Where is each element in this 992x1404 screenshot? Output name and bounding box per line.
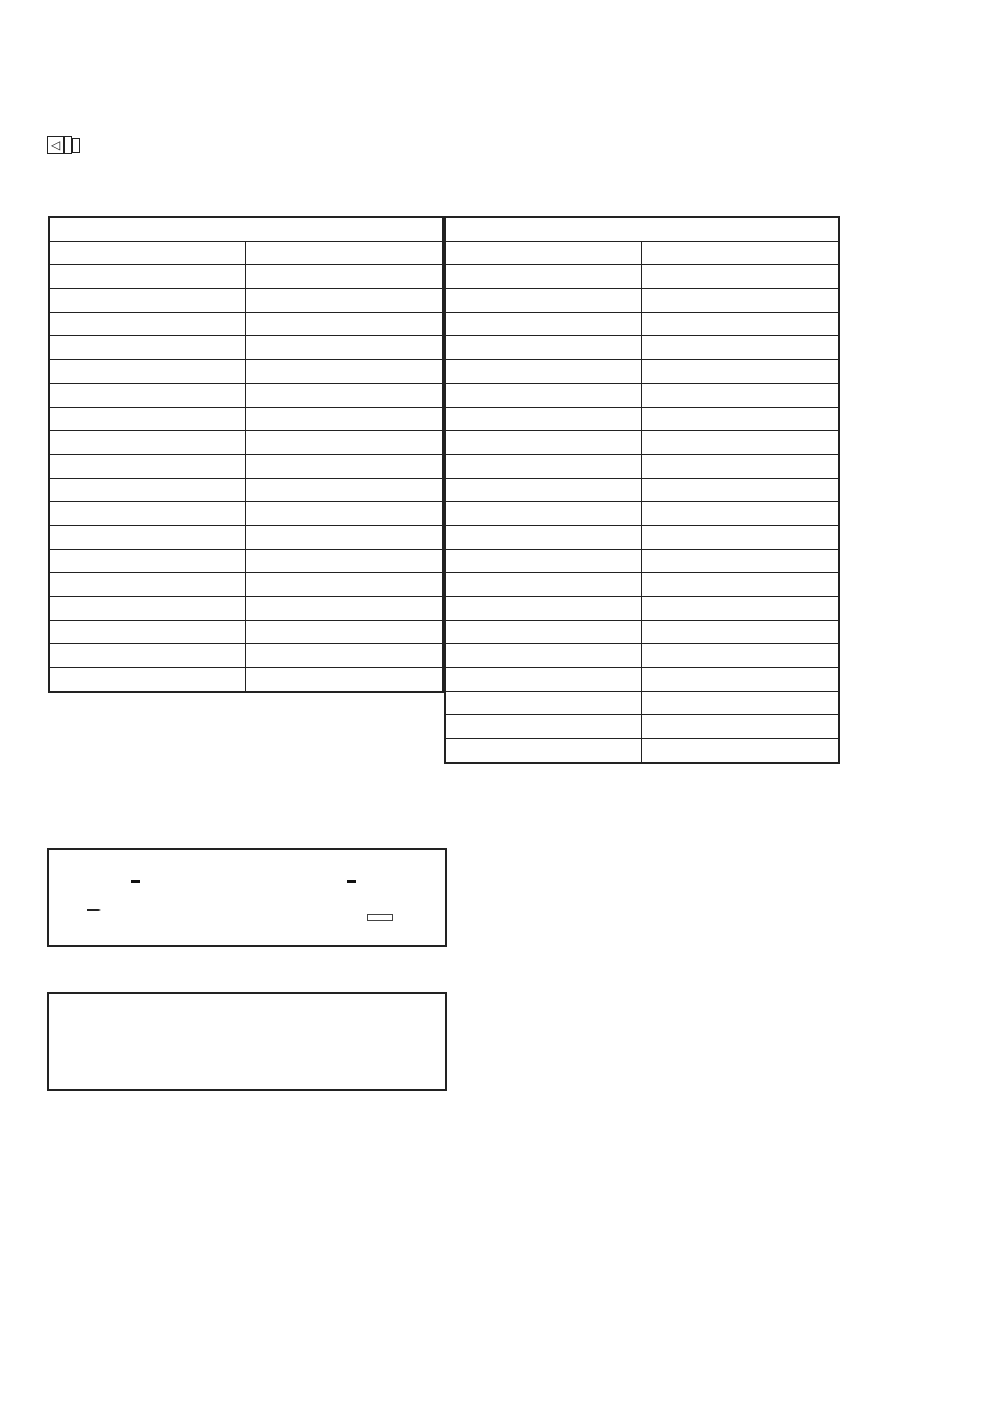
b-deck-dolby-display-cell <box>641 739 839 763</box>
back-triangle-icon: ◁ <box>51 138 61 152</box>
a-deck-display-cell <box>245 289 443 313</box>
b-deck-button-cell <box>445 502 641 526</box>
b-deck-display-cell <box>641 620 839 644</box>
a-deck-row <box>49 265 443 289</box>
b-deck-display-cell <box>641 597 839 621</box>
a-deck-display-cell <box>245 478 443 502</box>
a-deck-switch-row <box>49 597 443 621</box>
back-button-ref <box>47 136 64 154</box>
b-deck-dolby-row <box>445 715 839 739</box>
a-deck-row <box>49 573 443 597</box>
a-deck-display-cell <box>245 573 443 597</box>
b-deck-display-cell <box>641 573 839 597</box>
b-deck-button-cell <box>445 644 641 668</box>
b-deck-button-cell <box>445 620 641 644</box>
a-deck-direction-button-cell <box>49 668 245 692</box>
b-deck-display-cell <box>641 360 839 384</box>
a-deck-direction-display-cell <box>245 644 443 668</box>
b-deck-row <box>445 383 839 407</box>
a-deck-direction-row <box>49 644 443 668</box>
b-deck-display-cell <box>641 407 839 431</box>
a-deck-table <box>48 216 444 693</box>
b-deck-switch-blank <box>641 668 839 692</box>
b-deck-button-cell <box>445 336 641 360</box>
a-deck-display-cell <box>245 360 443 384</box>
a-deck-direction-display-cell <box>245 668 443 692</box>
b-deck-row <box>445 597 839 621</box>
a-deck-button-cell <box>49 265 245 289</box>
b-deck-row <box>445 620 839 644</box>
b-deck-button-cell <box>445 265 641 289</box>
b-deck-dolby-display-cell <box>641 691 839 715</box>
b-deck-dolby-display-cell <box>641 715 839 739</box>
a-deck-row <box>49 289 443 313</box>
b-deck-row <box>445 336 839 360</box>
b-deck-row <box>445 360 839 384</box>
a-deck-display-cell <box>245 265 443 289</box>
a-deck-row <box>49 502 443 526</box>
grid-rect-indicator <box>367 914 393 921</box>
b-deck-switch-row <box>445 668 839 692</box>
a-deck-display-cell <box>245 525 443 549</box>
a-deck-display-cell <box>245 431 443 455</box>
b-deck-button-cell <box>445 525 641 549</box>
b-deck-button-cell <box>445 549 641 573</box>
b-deck-display-cell <box>641 336 839 360</box>
b-col-display <box>641 241 839 265</box>
b-deck-button-cell <box>445 360 641 384</box>
a-deck-button-cell <box>49 573 245 597</box>
b-deck-display-cell <box>641 644 839 668</box>
a-deck-display-cell <box>245 383 443 407</box>
a-deck-button-cell <box>49 502 245 526</box>
a-deck-button-cell <box>49 454 245 478</box>
b-deck-dolby-button-cell <box>445 739 641 763</box>
a-deck-row <box>49 549 443 573</box>
a-deck-title <box>49 217 443 241</box>
a-deck-button-cell <box>49 312 245 336</box>
b-deck-row <box>445 549 839 573</box>
a-deck-row <box>49 336 443 360</box>
a-deck-button-cell <box>49 360 245 384</box>
a-deck-direction-row <box>49 620 443 644</box>
a-deck-row <box>49 312 443 336</box>
a-deck-display-cell <box>245 312 443 336</box>
segment-check-display <box>47 992 447 1091</box>
b-deck-title <box>445 217 839 241</box>
a-deck-button-cell <box>49 431 245 455</box>
b-deck-button-cell <box>445 407 641 431</box>
b-deck-row <box>445 502 839 526</box>
b-deck-display-cell <box>641 478 839 502</box>
b-deck-switch-label <box>445 668 641 692</box>
a-col-display <box>245 241 443 265</box>
a-deck-direction-display-cell <box>245 620 443 644</box>
b-col-button <box>445 241 641 265</box>
b-deck-row <box>445 407 839 431</box>
intro-line-1 <box>47 136 80 155</box>
b-deck-row <box>445 525 839 549</box>
rms-indicator <box>87 909 101 911</box>
a-deck-direction-button-cell <box>49 644 245 668</box>
a-deck-switch-blank <box>245 597 443 621</box>
a-deck-display-cell <box>245 549 443 573</box>
b-deck-dolby-row <box>445 691 839 715</box>
b-deck-dolby-row <box>445 739 839 763</box>
grid-dash-right <box>347 880 356 883</box>
a-deck-button-cell <box>49 478 245 502</box>
a-deck-row <box>49 525 443 549</box>
b-deck-display-cell <box>641 383 839 407</box>
b-deck-button-cell <box>445 597 641 621</box>
b-deck-row <box>445 431 839 455</box>
b-deck-row <box>445 265 839 289</box>
a-deck-display-cell <box>245 454 443 478</box>
b-deck-button-cell <box>445 289 641 313</box>
b-deck-button-cell <box>445 454 641 478</box>
b-deck-display-cell <box>641 525 839 549</box>
grid-check-display <box>47 848 447 947</box>
a-deck-button-cell <box>49 525 245 549</box>
b-deck-row <box>445 454 839 478</box>
b-deck-display-cell <box>641 312 839 336</box>
b-deck-row <box>445 573 839 597</box>
b-deck-display-cell <box>641 454 839 478</box>
a-deck-display-cell <box>245 336 443 360</box>
b-deck-dolby-button-cell <box>445 715 641 739</box>
b-deck-display-cell <box>641 265 839 289</box>
b-deck-display-cell <box>641 549 839 573</box>
a-col-button <box>49 241 245 265</box>
b-deck-button-cell <box>445 478 641 502</box>
a-deck-row <box>49 431 443 455</box>
b-deck-button-cell <box>445 573 641 597</box>
a-deck-button-cell <box>49 549 245 573</box>
a-deck-button-cell <box>49 383 245 407</box>
a-deck-display-cell <box>245 502 443 526</box>
a-deck-row <box>49 383 443 407</box>
b-deck-table <box>444 216 840 764</box>
a-deck-switch-label <box>49 597 245 621</box>
b-deck-button-cell <box>445 431 641 455</box>
a-deck-direction-button-cell <box>49 620 245 644</box>
dolby-note <box>444 774 477 792</box>
a-deck-button-cell <box>49 407 245 431</box>
b-deck-button-cell <box>445 312 641 336</box>
a-deck-direction-row <box>49 668 443 692</box>
a-deck-button-cell <box>49 289 245 313</box>
a-deck-button-cell <box>49 336 245 360</box>
b-deck-row <box>445 289 839 313</box>
a-deck-row <box>49 454 443 478</box>
b-deck-dolby-button-cell <box>445 691 641 715</box>
a-deck-row <box>49 407 443 431</box>
b-deck-display-cell <box>641 502 839 526</box>
b-deck-row <box>445 478 839 502</box>
b-deck-row <box>445 644 839 668</box>
grid-dash-left <box>131 880 140 883</box>
b-deck-row <box>445 312 839 336</box>
power-icon <box>72 138 80 153</box>
b-deck-display-cell <box>641 431 839 455</box>
a-deck-display-cell <box>245 407 443 431</box>
a-deck-row <box>49 478 443 502</box>
a-deck-row <box>49 360 443 384</box>
b-deck-display-cell <box>641 289 839 313</box>
b-deck-button-cell <box>445 383 641 407</box>
